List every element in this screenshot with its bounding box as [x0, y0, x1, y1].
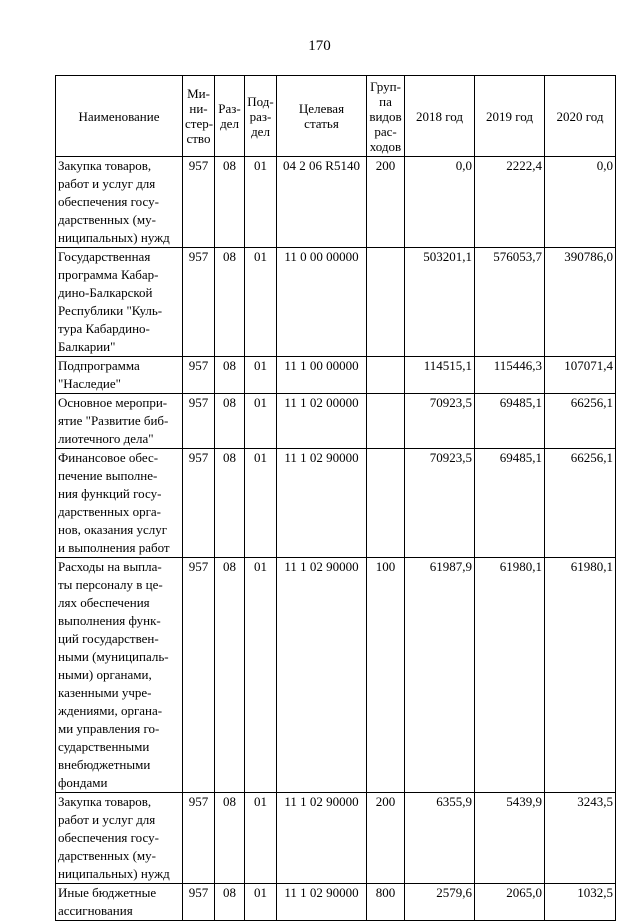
page-number: 170 — [308, 38, 331, 54]
table-row — [56, 394, 616, 449]
cell-name: Подпрограмма "Наследие" — [56, 357, 183, 394]
cell-ministry: 957 — [183, 157, 215, 248]
cell-target: 11 1 02 90000 — [277, 449, 367, 558]
cell-2018: 2579,6 — [405, 884, 475, 921]
cell-2018: 70923,5 — [405, 394, 475, 449]
cell-ministry: 957 — [183, 394, 215, 449]
cell-subsection: 01 — [245, 884, 277, 921]
cell-section: 08 — [215, 394, 245, 449]
header-ministry-line: ни- — [189, 101, 208, 116]
cell-expense-group: 200 — [367, 157, 405, 248]
cell-2019: 69485,1 — [475, 394, 545, 449]
cell-target: 11 1 02 90000 — [277, 884, 367, 921]
header-ministry-line: Ми- — [187, 86, 210, 101]
cell-2018: 61987,9 — [405, 558, 475, 793]
header-row — [56, 76, 616, 157]
cell-name: Закупка товаров, работ и услуг для обеспечения госу- дарственных (му- ниципальных) нужд — [56, 157, 183, 248]
table-row — [56, 357, 616, 394]
header-target-line: статья — [304, 116, 339, 131]
cell-2020: 61980,1 — [545, 558, 616, 793]
cell-subsection: 01 — [245, 394, 277, 449]
cell-2019: 61980,1 — [475, 558, 545, 793]
cell-ministry: 957 — [183, 449, 215, 558]
cell-name: Финансовое обес- печение выполне- ния функций госу- дарственных орга- нов, оказания услуг и выполнения работ — [56, 449, 183, 558]
cell-section: 08 — [215, 558, 245, 793]
budget-table — [55, 75, 616, 921]
cell-expense-group: 200 — [367, 793, 405, 884]
cell-expense-group — [367, 248, 405, 357]
table-header — [56, 76, 616, 157]
cell-subsection: 01 — [245, 793, 277, 884]
cell-subsection: 01 — [245, 449, 277, 558]
cell-ministry: 957 — [183, 558, 215, 793]
cell-2019: 69485,1 — [475, 449, 545, 558]
cell-2020: 107071,4 — [545, 357, 616, 394]
cell-section: 08 — [215, 357, 245, 394]
cell-expense-group: 800 — [367, 884, 405, 921]
header-subsection — [245, 76, 277, 157]
header-expense-group-line: видов — [369, 108, 402, 124]
cell-section: 08 — [215, 157, 245, 248]
cell-target: 11 1 02 00000 — [277, 394, 367, 449]
cell-2020: 66256,1 — [545, 449, 616, 558]
cell-2019: 5439,9 — [475, 793, 545, 884]
header-subsection-line: Под- — [247, 93, 274, 109]
header-subsection-line: раз- — [249, 108, 272, 124]
cell-expense-group: 100 — [367, 558, 405, 793]
cell-expense-group — [367, 357, 405, 394]
cell-section: 08 — [215, 793, 245, 884]
header-2019: 2019 год — [475, 76, 545, 157]
header-section-line: дел — [220, 116, 239, 131]
header-expense-group-line: ходов — [369, 138, 402, 154]
header-name: Наименование — [56, 76, 183, 157]
cell-2019: 115446,3 — [475, 357, 545, 394]
cell-target: 11 1 02 90000 — [277, 558, 367, 793]
cell-2018: 0,0 — [405, 157, 475, 248]
cell-name: Иные бюджетные ассигнования — [56, 884, 183, 921]
table-row — [56, 449, 616, 558]
table-row — [56, 793, 616, 884]
cell-2020: 66256,1 — [545, 394, 616, 449]
header-ministry-line: ство — [186, 131, 211, 146]
cell-ministry: 957 — [183, 793, 215, 884]
header-expense-group-line: рас- — [374, 123, 397, 139]
header-expense-group-line: па — [379, 93, 392, 109]
header-section — [215, 76, 245, 157]
header-ministry — [183, 76, 215, 157]
header-target — [277, 76, 367, 157]
cell-ministry: 957 — [183, 248, 215, 357]
header-subsection-line: дел — [251, 123, 270, 139]
cell-2018: 114515,1 — [405, 357, 475, 394]
header-section-line: Раз- — [218, 101, 241, 116]
table-row — [56, 558, 616, 793]
cell-expense-group — [367, 394, 405, 449]
cell-section: 08 — [215, 248, 245, 357]
cell-ministry: 957 — [183, 884, 215, 921]
cell-2020: 1032,5 — [545, 884, 616, 921]
cell-2020: 3243,5 — [545, 793, 616, 884]
cell-target: 11 1 00 00000 — [277, 357, 367, 394]
cell-2020: 0,0 — [545, 157, 616, 248]
cell-section: 08 — [215, 884, 245, 921]
cell-subsection: 01 — [245, 157, 277, 248]
cell-subsection: 01 — [245, 248, 277, 357]
header-ministry-line: стер- — [185, 116, 214, 131]
cell-name: Государственная программа Кабар- дино-Балкарской Республики "Куль- тура Кабардино- Балкарии" — [56, 248, 183, 357]
header-2018: 2018 год — [405, 76, 475, 157]
cell-2020: 390786,0 — [545, 248, 616, 357]
header-expense-group — [367, 76, 405, 157]
cell-target: 04 2 06 R5140 — [277, 157, 367, 248]
cell-name: Расходы на выпла- ты персоналу в це- лях обеспечения выполнения функ- ций государствен- ными (муниципаль- ными) органами, казенными учре- ждениями, органа- ми управления го- сударственными внебюджетными фондами — [56, 558, 183, 793]
cell-subsection: 01 — [245, 558, 277, 793]
cell-2018: 70923,5 — [405, 449, 475, 558]
cell-section: 08 — [215, 449, 245, 558]
header-target-line: Целевая — [298, 101, 345, 116]
cell-target: 11 1 02 90000 — [277, 793, 367, 884]
cell-2019: 2065,0 — [475, 884, 545, 921]
table-row — [56, 248, 616, 357]
cell-2019: 576053,7 — [475, 248, 545, 357]
table-body — [56, 157, 616, 921]
cell-name: Закупка товаров, работ и услуг для обеспечения госу- дарственных (му- ниципальных) нужд — [56, 793, 183, 884]
header-expense-group-line: Груп- — [370, 78, 401, 94]
cell-2019: 2222,4 — [475, 157, 545, 248]
table-row — [56, 157, 616, 248]
cell-name: Основное меропри- ятие "Развитие биб- лиотечного дела" — [56, 394, 183, 449]
cell-ministry: 957 — [183, 357, 215, 394]
cell-2018: 503201,1 — [405, 248, 475, 357]
cell-subsection: 01 — [245, 357, 277, 394]
table-row — [56, 884, 616, 921]
cell-2018: 6355,9 — [405, 793, 475, 884]
cell-target: 11 0 00 00000 — [277, 248, 367, 357]
header-2020: 2020 год — [545, 76, 616, 157]
cell-expense-group — [367, 449, 405, 558]
